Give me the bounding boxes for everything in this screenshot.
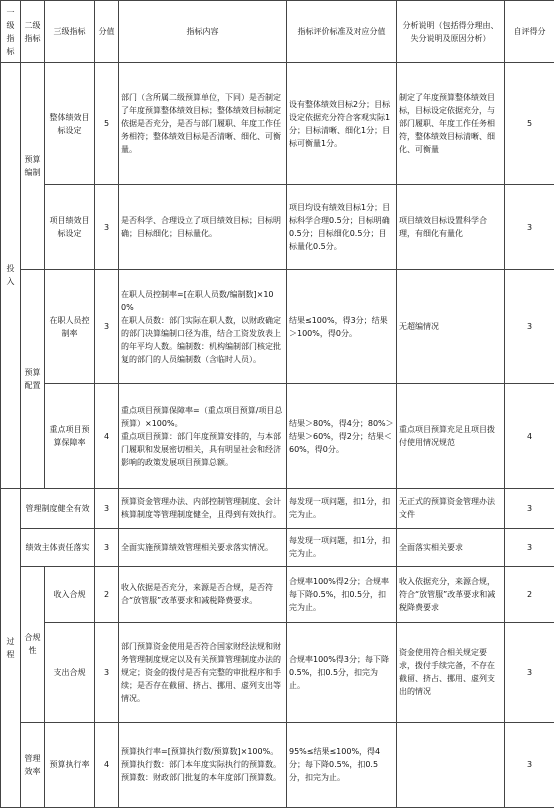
table-row [1, 528, 554, 566]
criteria-cell: 95%≤结果≤100%，得4分；每下降0.5%，扣0.5分，扣完为止。 [287, 722, 397, 807]
self-score-cell: 5 [505, 63, 554, 185]
criteria-cell: 结果≤100%，得3分；结果＞100%，得0分。 [287, 270, 397, 384]
analysis-cell [397, 722, 505, 807]
header-row [1, 1, 554, 63]
header-level2: 二级指标 [21, 1, 45, 63]
analysis-cell: 资金使用符合相关规定要求，拨付手续完备，不存在截留、挤占、挪用、虚列支出的情况 [397, 622, 505, 722]
self-score-cell: 3 [505, 185, 554, 270]
score-cell: 2 [95, 566, 119, 622]
table-row [1, 488, 554, 528]
criteria-cell: 设有整体绩效目标2分；目标设定依据充分符合客观实际1分；目标清晰、细化1分；目标可衡量1分。 [287, 63, 397, 185]
analysis-cell: 无正式的预算资金管理办法文件 [397, 488, 505, 528]
content-cell: 在职人员控制率=[在职人员数/编制数]×100% 在职人员数：部门实际在职人数，以财政确定的部门决算编制口径为准，结合工资发放表上的年平均人数。编制数：机构编制部门核定批复的部门的人员编制数（含临时人员）。 [119, 270, 287, 384]
level3-cell: 重点项目预算保障率 [45, 384, 95, 488]
content-cell: 重点项目预算保障率=（重点项目预算/项目总预算）×100%。 重点项目预算：部门年度预算安排的，与本部门履职和发展密切相关，具有明显社会和经济影响的政策发展项目预算总额。 [119, 384, 287, 488]
analysis-cell: 制定了年度预算整体绩效目标，目标设定依据充分，与部门履职、年度工作任务相符，整体绩效目标清晰、细化、可衡量 [397, 63, 505, 185]
header-analysis: 分析说明（包括得分理由、失分说明及原因分析） [397, 1, 505, 63]
level2-management-efficiency: 管理效率 [21, 722, 45, 807]
content-cell: 是否科学、合理设立了项目绩效目标；目标明确；目标细化；目标量化。 [119, 185, 287, 270]
header-content: 指标内容 [119, 1, 287, 63]
score-cell: 5 [95, 63, 119, 185]
criteria-cell: 每发现一项问题，扣1分，扣完为止。 [287, 528, 397, 566]
table-row [1, 270, 554, 384]
level3-cell: 项目绩效目标设定 [45, 185, 95, 270]
criteria-cell: 合规率100%得2分；合规率每下降0.5%，扣0.5分，扣完为止。 [287, 566, 397, 622]
analysis-cell: 无超编情况 [397, 270, 505, 384]
content-cell: 预算资金管理办法、内部控制管理制度、会计核算制度等管理制度健全，且得到有效执行。 [119, 488, 287, 528]
level2-compliance: 合规性 [21, 566, 45, 722]
level1-process: 过程 [1, 488, 21, 807]
content-cell: 预算执行率=[预算执行数/预算数]×100%。 预算执行数：部门本年度实际执行的预算数。 预算数：财政部门批复的本年度部门预算数。 [119, 722, 287, 807]
analysis-cell: 重点项目预算充足且项目拨付使用情况规范 [397, 384, 505, 488]
table-row [1, 622, 554, 722]
table-row [1, 185, 554, 270]
self-score-cell: 3 [505, 528, 554, 566]
score-cell: 3 [95, 528, 119, 566]
level2-cell: 管理制度健全有效 [21, 488, 95, 528]
header-criteria: 指标评价标准及对应分值 [287, 1, 397, 63]
table-row [1, 63, 554, 185]
score-cell: 3 [95, 270, 119, 384]
level3-cell: 预算执行率 [45, 722, 95, 807]
header-level3: 三级指标 [45, 1, 95, 63]
content-cell: 收入依据是否充分，来源是否合规，是否符合“放管服”改革要求和减税降费要求。 [119, 566, 287, 622]
content-cell: 全面实施预算绩效管理相关要求落实情况。 [119, 528, 287, 566]
table-row [1, 566, 554, 622]
table-row [1, 384, 554, 488]
score-cell: 4 [95, 384, 119, 488]
level2-budget-allocation: 预算配置 [21, 270, 45, 488]
analysis-cell: 项目绩效目标设置科学合理，有细化有量化 [397, 185, 505, 270]
level3-cell: 整体绩效目标设定 [45, 63, 95, 185]
content-cell: 部门预算资金使用是否符合国家财经法规和财务管理制度规定以及有关预算管理制度办法的规定；资金的拨付是否有完整的审批程序和手续；是否存在截留、挤占、挪用、虚列支出等情况。 [119, 622, 287, 722]
self-score-cell: 4 [505, 384, 554, 488]
self-score-cell: 3 [505, 622, 554, 722]
analysis-cell: 全面落实相关要求 [397, 528, 505, 566]
score-cell: 3 [95, 488, 119, 528]
self-score-cell: 3 [505, 722, 554, 807]
self-score-cell: 3 [505, 488, 554, 528]
level3-cell: 支出合规 [45, 622, 95, 722]
self-score-cell: 3 [505, 270, 554, 384]
header-score: 分值 [95, 1, 119, 63]
header-self-score: 自评得分 [505, 1, 554, 63]
content-cell: 部门（含所属二级预算单位，下同）是否制定了年度预算整体绩效目标；整体绩效目标制定依据是否充分，是否与部门履职、年度工作任务相符；整体绩效目标是否清晰、细化、可衡量。 [119, 63, 287, 185]
level1-input: 投入 [1, 63, 21, 489]
score-cell: 3 [95, 622, 119, 722]
score-cell: 3 [95, 185, 119, 270]
table-row [1, 722, 554, 807]
level3-cell: 收入合规 [45, 566, 95, 622]
level3-cell: 在职人员控制率 [45, 270, 95, 384]
analysis-cell: 收入依据充分，来源合规，符合“放管服”改革要求和减税降费要求 [397, 566, 505, 622]
header-level1: 一级指标 [1, 1, 21, 63]
criteria-cell: 结果＞80%，得4分；80%＞结果＞60%，得2分；结果＜60%，得0分。 [287, 384, 397, 488]
criteria-cell: 项目均设有绩效目标1分；目标科学合理0.5分；目标明确0.5分；目标细化0.5分；目标量化0.5分。 [287, 185, 397, 270]
self-score-cell: 2 [505, 566, 554, 622]
criteria-cell: 合规率100%得3分；每下降0.5%，扣0.5分，扣完为止。 [287, 622, 397, 722]
level2-budget-making: 预算编制 [21, 63, 45, 270]
level2-cell: 绩效主体责任落实 [21, 528, 95, 566]
criteria-cell: 每发现一项问题，扣1分，扣完为止。 [287, 488, 397, 528]
score-cell: 4 [95, 722, 119, 807]
